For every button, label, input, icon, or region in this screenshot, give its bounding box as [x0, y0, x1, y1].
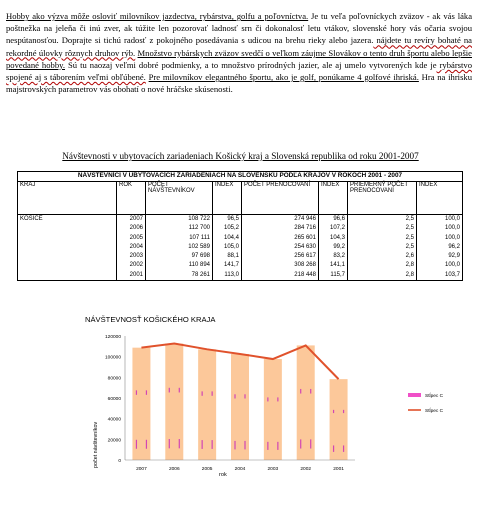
- cell-pocet: 107 111: [146, 234, 213, 243]
- cell-rok: 2005: [117, 234, 146, 243]
- cell-rok: 2004: [117, 243, 146, 252]
- bar: [198, 349, 216, 460]
- header-prenocovani: POČET PRENOCOVANÍ: [242, 182, 319, 215]
- cell-prm: 2,5: [348, 243, 417, 252]
- header-pocet: POČET NÁVŠTEVNÍKOV: [146, 182, 213, 215]
- x-tick-label: 2004: [234, 467, 246, 472]
- cell-pren: 274 946: [242, 215, 319, 225]
- cell-i2: 141,1: [319, 261, 348, 270]
- table-banner: NÁVŠTEVNÍCI V UBYTOVACÍCH ZARIADENIACH NA SLOVENSKU PODĽA KRAJOV V ROKOCH 2001 - 2007: [18, 172, 463, 182]
- sentence-hunting: Je tu veľa poľovníckych zväzov - ak vás láka poštnežka na jeleňa či inú zver, ak túžite len pozorovať ladnosť srn či dokonalosť letu vtákov, slovenské hory vás očaria svojou nespútanosťou. Doprajte si tichú radosť z pokojného posedávania s udicou na brehu rieky alebo jazera.: [6, 11, 473, 46]
- cell-pren: 256 617: [242, 252, 319, 261]
- cell-i2: 83,2: [319, 252, 348, 261]
- cell-pren: 218 448: [242, 271, 319, 281]
- table-row: [18, 215, 463, 225]
- bar-series: [132, 344, 347, 460]
- legend-bar-swatch: [408, 393, 421, 397]
- cell-prm: 2,8: [348, 261, 417, 270]
- visitors-table: [17, 171, 463, 281]
- header-priemerny: PRIEMERNÝ POČET PRENOCOVANÍ: [348, 182, 417, 215]
- y-tick-label: 120000: [104, 335, 121, 340]
- y-tick-label: 40000: [107, 417, 121, 423]
- y-tick-label: 100000: [104, 355, 121, 361]
- table-body: [18, 215, 463, 281]
- cell-prm: 2,5: [348, 224, 417, 233]
- x-tick-label: 2006: [168, 467, 180, 472]
- bar: [231, 354, 249, 460]
- cell-pren: 254 630: [242, 243, 319, 252]
- cell-rok: 2001: [117, 271, 146, 281]
- header-index: INDEX: [417, 182, 463, 215]
- visitors-chart: [80, 308, 480, 508]
- cell-region: [18, 252, 117, 261]
- cell-i2: 115,7: [319, 271, 348, 281]
- intro-paragraph: [6, 10, 472, 95]
- sentence-golf: Pre milovníkov elegantného športu, ako je golf, ponúkame 4 golfové ihriská.: [148, 72, 419, 83]
- bar: [297, 345, 315, 460]
- x-tick-label: 2005: [201, 467, 213, 472]
- cell-region: [18, 234, 117, 243]
- bar: [330, 379, 348, 460]
- x-axis-label: rok: [219, 472, 227, 478]
- cell-i2: 107,2: [319, 224, 348, 233]
- x-tick-label: 2003: [267, 467, 279, 472]
- cell-pren: 265 601: [242, 234, 319, 243]
- cell-pocet: 108 722: [146, 215, 213, 225]
- table-row: [18, 252, 463, 261]
- table-title: Návštevnosti v ubytovacích zariadeniach Košický kraj a Slovenská republika od roku 2001-2007: [62, 151, 419, 161]
- bar: [165, 344, 183, 460]
- cell-i3: 100,0: [417, 234, 463, 243]
- sentence-hobby: Hobby ako výzva môže osloviť milovníkov jazdectva, rybárstva, golfu a poľovníctva.: [6, 11, 309, 21]
- cell-i2: 104,3: [319, 234, 348, 243]
- cell-prm: 2,6: [348, 252, 417, 261]
- chart-title: NÁVŠTEVNOSŤ KOŠICKÉHO KRAJA: [85, 315, 216, 324]
- x-tick-label: 2002: [300, 467, 312, 472]
- cell-i1: 105,0: [213, 243, 242, 252]
- cell-pocet: 110 894: [146, 261, 213, 270]
- header-index: INDEX: [213, 182, 242, 215]
- cell-region: KOŠICE: [18, 215, 117, 225]
- table-row: [18, 261, 463, 270]
- cell-prm: 2,5: [348, 234, 417, 243]
- table-row: [18, 243, 463, 252]
- table-row: [18, 224, 463, 233]
- header-index: INDEX: [319, 182, 348, 215]
- table-row: [18, 234, 463, 243]
- cell-pocet: 102 589: [146, 243, 213, 252]
- cell-rok: 2006: [117, 224, 146, 233]
- y-axis-ticks: [105, 334, 121, 464]
- sentence-fishing-revirs: nájdete tu revíry bohaté na rekordné úlovky rôznych druhov rýb.: [6, 35, 472, 58]
- cell-i1: 113,0: [213, 271, 242, 281]
- header-kraj: KRAJ: [18, 182, 117, 215]
- y-tick-label: 60000: [107, 397, 121, 402]
- x-tick-label: 2001: [333, 467, 344, 472]
- cell-i3: 100,0: [417, 261, 463, 270]
- table-row: [18, 271, 463, 281]
- cell-pocet: 97 698: [146, 252, 213, 261]
- sentence-camping: rybárstvo spojené aj s táborením veľmi obľúbené.: [6, 59, 473, 83]
- cell-i3: 100,0: [417, 215, 463, 225]
- cell-i1: 105,2: [213, 224, 242, 233]
- cell-i2: 96,6: [319, 215, 348, 225]
- cell-rok: 2002: [117, 261, 146, 270]
- bar: [264, 359, 282, 460]
- cell-i3: 100,0: [417, 224, 463, 233]
- cell-prm: 2,8: [348, 271, 417, 281]
- cell-region: [18, 261, 117, 270]
- y-tick-label: 20000: [107, 438, 121, 444]
- cell-i3: 92,9: [417, 252, 463, 261]
- legend-line-label: Stĺpec C: [425, 409, 444, 414]
- cell-region: [18, 271, 117, 281]
- bar: [132, 348, 150, 460]
- sentence-golf-course: Hra na ihrisku majstrovských parametrov vás obohatí o nové hráčske skúsenosti.: [6, 72, 473, 95]
- cell-i3: 96,2: [417, 243, 463, 252]
- y-tick-label: 0: [118, 459, 121, 464]
- cell-i2: 99,2: [319, 243, 348, 252]
- sentence-fishing-unions: Množstvo rybárskych zväzov svedčí o veľkom záujme Slovákov o tento druh športu alebo lepšie povedané hobby.: [6, 47, 472, 70]
- sentence-lakes: Sú tu naozaj veľmi dobré podmienky, a to množstvo prírodných jazier, ale aj umelo vytvorených kde je: [65, 59, 437, 70]
- cell-i3: 103,7: [417, 271, 463, 281]
- cell-i1: 96,5: [213, 215, 242, 225]
- y-axis-label: počet návštevníkov: [93, 421, 99, 468]
- header-rok: ROK: [117, 182, 146, 215]
- cell-pocet: 78 261: [146, 271, 213, 281]
- cell-pren: 308 268: [242, 261, 319, 270]
- cell-i1: 88,1: [213, 252, 242, 261]
- cell-region: [18, 243, 117, 252]
- cell-i1: 104,4: [213, 234, 242, 243]
- cell-i1: 141,7: [213, 261, 242, 270]
- legend-bar-label: Stĺpec C: [425, 394, 444, 399]
- cell-region: [18, 224, 117, 233]
- x-tick-label: 2007: [136, 467, 147, 472]
- cell-rok: 2007: [117, 215, 146, 225]
- chart-legend: [408, 392, 444, 414]
- cell-pocet: 112 700: [146, 224, 213, 233]
- cell-prm: 2,5: [348, 215, 417, 225]
- x-axis-ticks: [136, 466, 344, 472]
- cell-pren: 284 716: [242, 224, 319, 233]
- y-tick-label: 80000: [107, 376, 121, 382]
- cell-rok: 2003: [117, 252, 146, 261]
